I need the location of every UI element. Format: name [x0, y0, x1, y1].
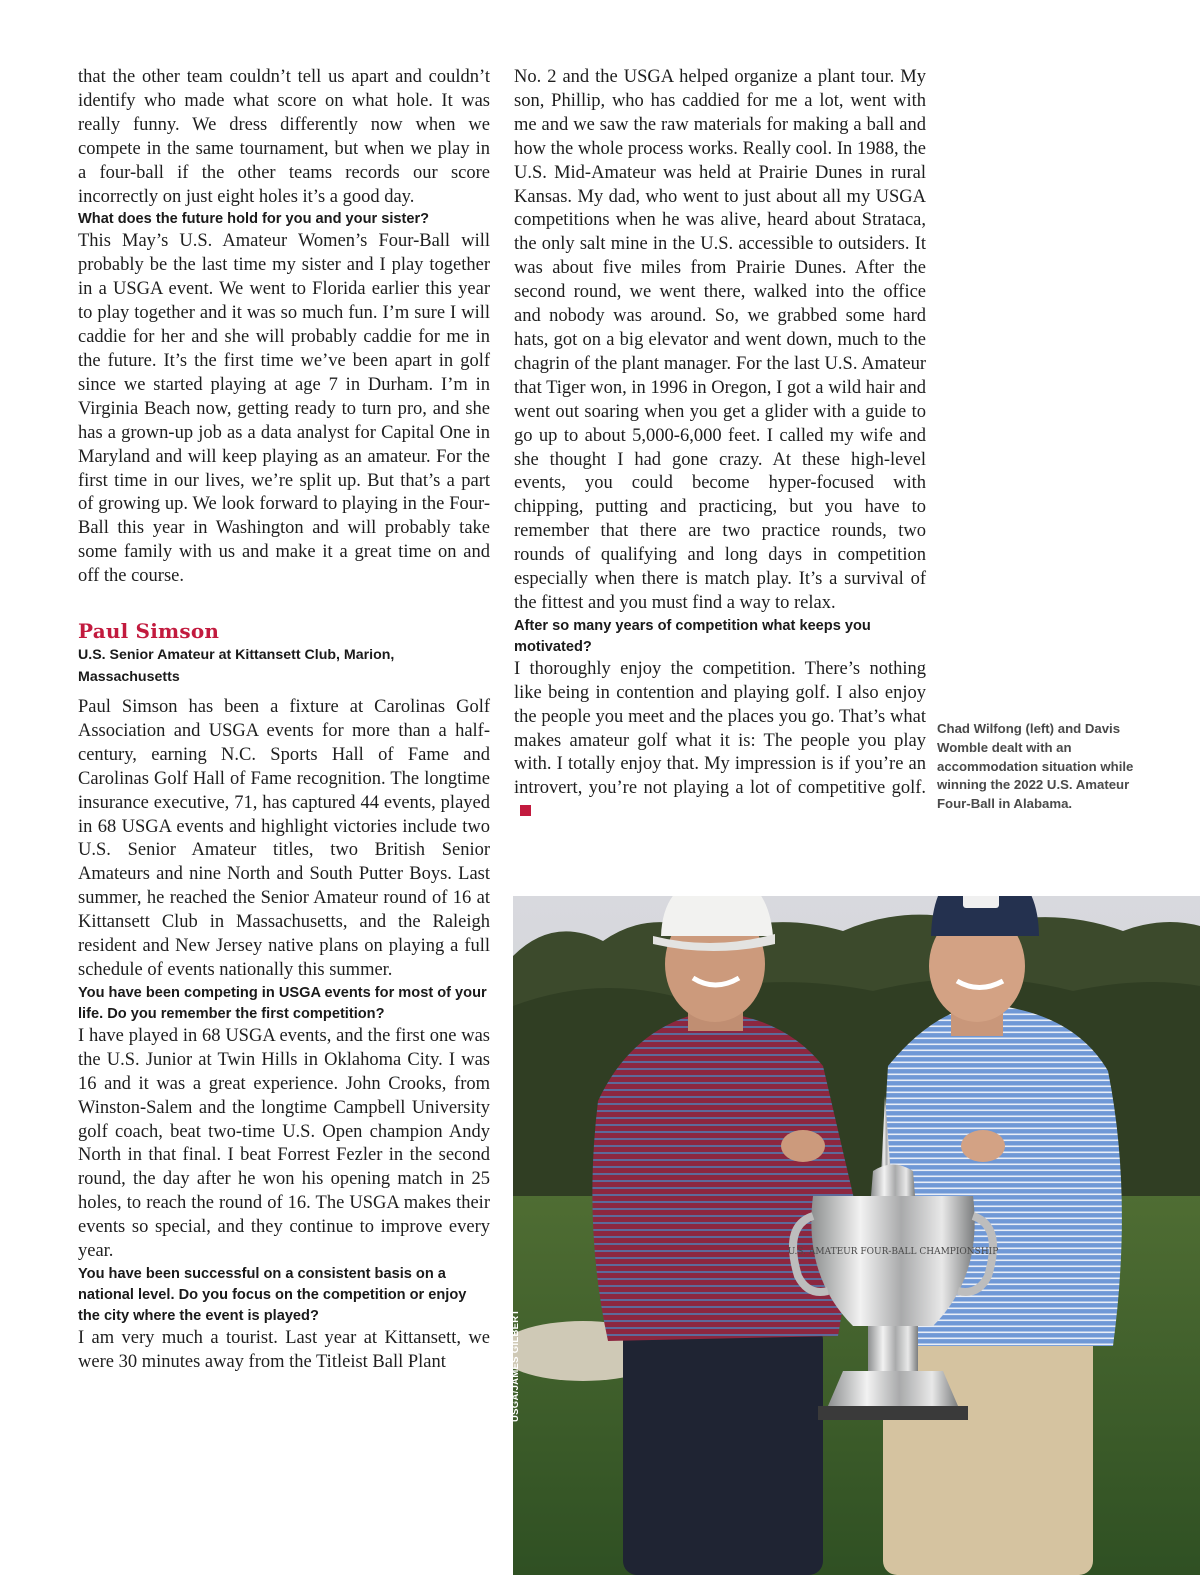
end-of-article-mark [520, 805, 531, 816]
photo-caption: Chad Wilfong (left) and Davis Womble dealt with an accommodation situation while winning the 2022 U.S. Amateur Four-Ball in Alabama. [937, 721, 1134, 812]
trophy-engraving: U.S. AMATEUR FOUR-BALL CHAMPIONSHIP [787, 1247, 999, 1257]
champions-photo [513, 896, 1200, 1575]
left-column [78, 66, 490, 1375]
question-future: What does the future hold for you and your sister? [78, 211, 430, 228]
profile-subtitle: U.S. Senior Amateur at Kittansett Club, Marion, Massachusetts [78, 647, 395, 685]
continued-paragraph: No. 2 and the USGA helped organize a plant tour. My son, Phillip, who has caddied for me a lot, went with me and we saw the raw materials for making a ball and how the whole process works. Really cool. In 1988, the U.S. Mid-Amateur was held at Prairie Dunes in rural Kansas. My dad, who went to just about all my USGA competitions when he was alive, heard about Strataca, the only salt mine in the U.S. accessible to outsiders. It was about five miles from Prairie Dunes. After the second round, we went there, walked into the office and nobody was around. So, we grabbed some hard hats, got on a big elevator and went down, much to the chagrin of the plant manager. For the last U.S. Amateur that Tiger won, in 1996 in Oregon, I got a wild hair and went out soaring when you get a glider with a guide to go up to about 5,000-6,000 feet. I called my wife and she thought I had gone crazy. At these high-level events, you could become hyper-focused with chipping, putting and practicing, but you have to remember that there are two practice rounds, two rounds of qualifying and long days in competition especially when there is match play. It’s a survival of the fittest and you must find a way to relax. [514, 67, 926, 613]
question-motivated: After so many years of competition what keeps you motivated? [514, 617, 871, 655]
intro-paragraph: that the other team couldn’t tell us apart and couldn’t identify who made what score on what hole. It was really funny. We dress differently now when we compete in the same tournament, but when we play in a four-ball if the other teams records our score incorrectly on just eight holes it’s a good day. [78, 67, 490, 207]
question-first-competition: You have been competing in USGA events for most of your life. Do you remember the first competition? [78, 984, 487, 1022]
question-tourist: You have been successful on a consistent basis on a national level. Do you focus on the competition or enjoy the city where the event is played? [78, 1265, 467, 1324]
answer-tourist: I am very much a tourist. Last year at Kittansett, we were 30 minutes away from the Titleist Ball Plant [78, 1327, 490, 1372]
answer-future: This May’s U.S. Amateur Women’s Four-Ball will probably be the last time my sister and I play together in a USGA event. We went to Florida earlier this year to play together and it was so much fun. I’m sure I will caddie for her and she will probably caddie for me in the future. It’s the first time we’ve been apart in golf since we started playing at age 7 in Durham. I’m in Virginia Beach now, getting ready to turn pro, and she has a grown-up job as a data analyst for Capital One in Maryland and will keep playing as an amateur. For the first time in our lives, we’re split up. But that’s a part of growing up. We look forward to playing in the Four-Ball this year in Washington and will probably take some family with us and make it a great time on and off the course. [78, 231, 490, 587]
answer-motivated: I thoroughly enjoy the competition. There’s nothing like being in contention and playing golf. I also enjoy the people you meet and the places you go. That’s what makes amateur golf what it is: The people you play with. I totally enjoy that. My impression is if you’re an introvert, you’re not playing a lot of competitive golf. [514, 658, 926, 799]
middle-column [514, 66, 926, 825]
profile-intro: Paul Simson has been a fixture at Carolinas Golf Association and USGA events for more than a half-century, earning N.C. Sports Hall of Fame and Carolinas Golf Hall of Fame recognition. The longtime insurance executive, 71, has captured 44 events, played in 68 USGA events and highlight victories include two U.S. Senior Amateur titles, two British Senior Amateurs and nine North and South Putter Boys. Last summer, he reached the Senior Amateur round of 16 at Kittansett Club in Massachusetts, and the Raleigh resident and New Jersey native plans on playing a full schedule of events nationally this summer. [78, 697, 490, 980]
answer-motivated-paragraph [514, 658, 926, 825]
answer-first-competition: I have played in 68 USGA events, and the first one was the U.S. Junior at Twin Hills in Oklahoma City. I was 16 and it was a great experience. John Crooks, from Winston-Salem and the longtime Campbell University golf coach, beat two-time U.S. Open champion Andy North in that final. I beat Forrest Fezler in the second round, the day after he won his opening match in 25 holes, to reach the round of 16. The USGA makes their events so special, and they continue to improve every year. [78, 1025, 490, 1262]
photo-credit: USGA/JAMES GILBERT [510, 1309, 521, 1422]
profile-name: Paul Simson [78, 619, 220, 644]
